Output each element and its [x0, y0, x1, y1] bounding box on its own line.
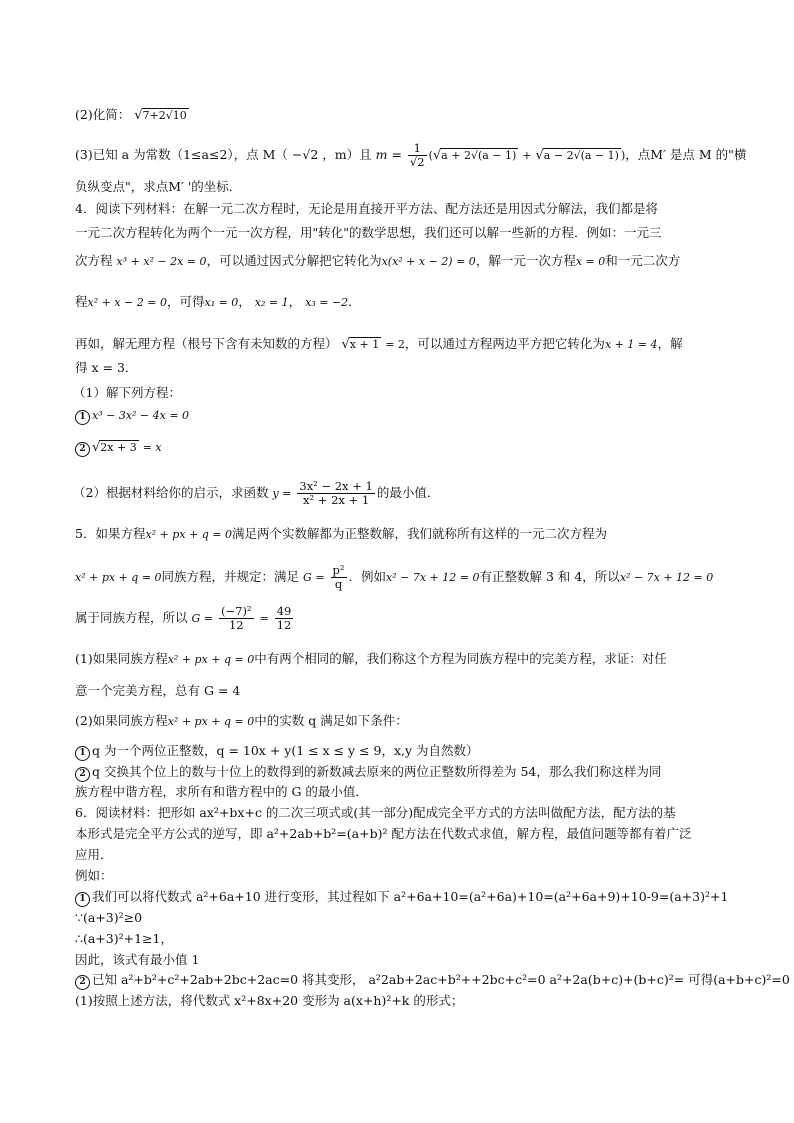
- q6-part-1: (1)按照上述方法，将代数式 x²+8x+20 变形为 a(x+h)²+k 的形式；: [75, 993, 464, 1008]
- q4-item-1: 1 x³ − 3x² − 4x = 0: [75, 406, 189, 425]
- q5-condition-1: 1 q 为一个两位正整数，q = 10x + y(1 ≤ x ≤ y ≤ 9，x,y 为自然数）: [75, 742, 479, 761]
- q4-line-6: 得 x = 3．: [75, 360, 138, 375]
- q5-part-1-line-2: 意一个完美方程，总有 G = 4: [75, 683, 241, 698]
- part-3-line-2: 负纵变点"，求点M′ '的坐标．: [75, 179, 242, 194]
- q4-eq-x0: x = 0: [575, 255, 606, 268]
- part-2-line: (2)化简： √7+2√10: [75, 107, 187, 123]
- q4-line-1: 4．阅读下列材料：在解一元二次方程时，无论是用直接开平方法、配方法还是用因式分解法，我们都是将: [75, 201, 658, 216]
- q5-line-2: x² + px + q = 0同族方程，并规定：满足 G = $\frac{\text{p²}}{q}$ ．例如x² − 7x + 12 = 0有正整数解 3 和 4，所以x² − 7x + 12 = 0: [75, 563, 714, 592]
- q6-line-2: 本形式是完全平方公式的逆写，即 a²+2ab+b²=(a+b)² 配方法在代数式求值，解方程，最值问题等都有着广泛: [75, 826, 692, 841]
- q5-line-1: 5．如果方程x² + px + q = 0满足两个实数解都为正整数解，我们就称所有这样的一元二次方程为: [75, 526, 607, 541]
- q6-example-2: 2 已知 a²+b²+c²+2ab+2bc+2ac=0 将其变形， a²2ab+2ac+b²++2bc+c²=0 a²+2a(b+c)+(b+c)²= 可得(a+b+c)²=0: [75, 971, 790, 990]
- circle-number-1-icon: 1: [75, 410, 90, 425]
- q4-sub-1: （1）解下列方程：: [73, 385, 181, 400]
- q5-part-1: (1)如果同族方程x² + px + q = 0中有两个相同的解，我们称这个方程为同族方程中的完美方程，求证：对任: [75, 651, 667, 666]
- q6-example-1-conclusion: 因此，该式有最小值 1: [75, 952, 200, 967]
- q6-example-1: 1 我们可以将代数式 a²+6a+10 进行变形，其过程如下 a²+6a+10=(a²+6a)+10=(a²+6a+9)+10-9=(a+3)²+1: [75, 888, 728, 907]
- q5-condition-2: 2 q 交换其个位上的数与十位上的数得到的新数减去原来的两位正整数所得差为 54，那么我们称这样为同: [75, 763, 661, 782]
- circle-number-1-icon: 1: [75, 746, 90, 761]
- circle-number-2-icon: 2: [75, 767, 90, 782]
- q5-part-2: (2)如果同族方程x² + px + q = 0中的实数 q 满足如下条件：: [75, 713, 408, 728]
- q6-line-3: 应用．: [75, 847, 113, 862]
- part-3-text-b: ，点M′ 是点 M 的"横: [625, 147, 747, 163]
- q4-line-5: 再如，解无理方程（根号下含有未知数的方程） √x + 1 = 2，可以通过方程两边平方把它转化为x + 1 = 4，解: [75, 336, 683, 352]
- q5-line-3: 属于同族方程，所以 G = $\frac{\text{(−7)²}}{12}$ = $\frac{49}{12}$: [75, 604, 292, 633]
- circle-number-2-icon: 2: [75, 442, 90, 457]
- q6-example-1-because: ∵(a+3)²≥0: [75, 910, 143, 925]
- q4-eq-quadratic: x² + x − 2 = 0: [87, 296, 167, 309]
- q6-example-1-therefore: ∴(a+3)²+1≥1，: [75, 931, 173, 946]
- q6-example-label: 例如：: [75, 868, 113, 883]
- q4-eq-cubic: x³ + x² − 2x = 0: [116, 255, 207, 268]
- q5-condition-2-line-2: 族方程中谐方程，求所有和谐方程中的 G 的最小值．: [75, 784, 368, 799]
- circle-number-2-icon: 2: [75, 975, 90, 990]
- q4-root-3: x₃ = −2: [305, 296, 349, 309]
- part-3-fraction: $\frac{1}{√2}$: [409, 141, 425, 170]
- q4-line-2: 一元二次方程转化为两个一元一次方程，用"转化"的数学思想，我们还可以解一些新的方程．例如：一元三: [75, 225, 662, 240]
- q4-root-1: x₁ = 0: [204, 296, 239, 309]
- q4-root-2: x₂ = 1: [254, 296, 289, 309]
- part-3-line: (3)已知 a 为常数（1≤a≤2），点 M（ −√2 ，m）且 m = $\frac{1}{√2}$ (√a + 2√(a − 1) + √a − 2√(a − 1) )，点M′ 是点 M 的"横: [75, 141, 747, 170]
- q5-g-definition: $\frac{\text{p²}}{q}$: [332, 563, 345, 592]
- q6-line-1: 6．阅读材料：把形如 ax²+bx+c 的二次三项式或(其一部分)配成完全平方式的方法叫做配方法，配方法的基: [75, 805, 676, 820]
- part-3-radicand-2: a − 2√(a − 1): [543, 149, 619, 163]
- q4-line-3: 次方程 x³ + x² − 2x = 0，可以通过因式分解把它转化为x(x² + x − 2) = 0，解一元一次方程x = 0和一元二次方: [75, 253, 681, 268]
- part-3-text-a: (3)已知 a 为常数（1≤a≤2），点 M（ −√2 ，m）且: [75, 147, 372, 163]
- q4-eq-squared: x + 1 = 4: [604, 338, 658, 351]
- q4-item-2: 2 √2x + 3 = x: [75, 438, 162, 458]
- q4-radicand: x + 1: [349, 338, 380, 351]
- part-3-m-eq: m =: [375, 147, 402, 163]
- part-2-radicand: 7+2√10: [142, 109, 187, 122]
- q4-function-fraction: $\frac{\text{3x² − 2x + 1}}{\text{x² + 2x + 1}}$: [299, 479, 373, 508]
- part-3-radicand-1: a + 2√(a − 1): [441, 149, 517, 163]
- q4-eq-factored: x(x² + x − 2) = 0: [381, 255, 476, 268]
- part-2-label: (2)化简：: [75, 107, 131, 122]
- q4-line-4: 程x² + x − 2 = 0，可得x₁ = 0， x₂ = 1， x₃ = −2．: [75, 294, 361, 309]
- circle-number-1-icon: 1: [75, 892, 90, 907]
- q4-sub-2: （2）根据材料给你的启示，求函数 y = $\frac{\text{3x² − 2x + 1}}{\text{x² + 2x + 1}}$ 的最小值．: [73, 479, 440, 508]
